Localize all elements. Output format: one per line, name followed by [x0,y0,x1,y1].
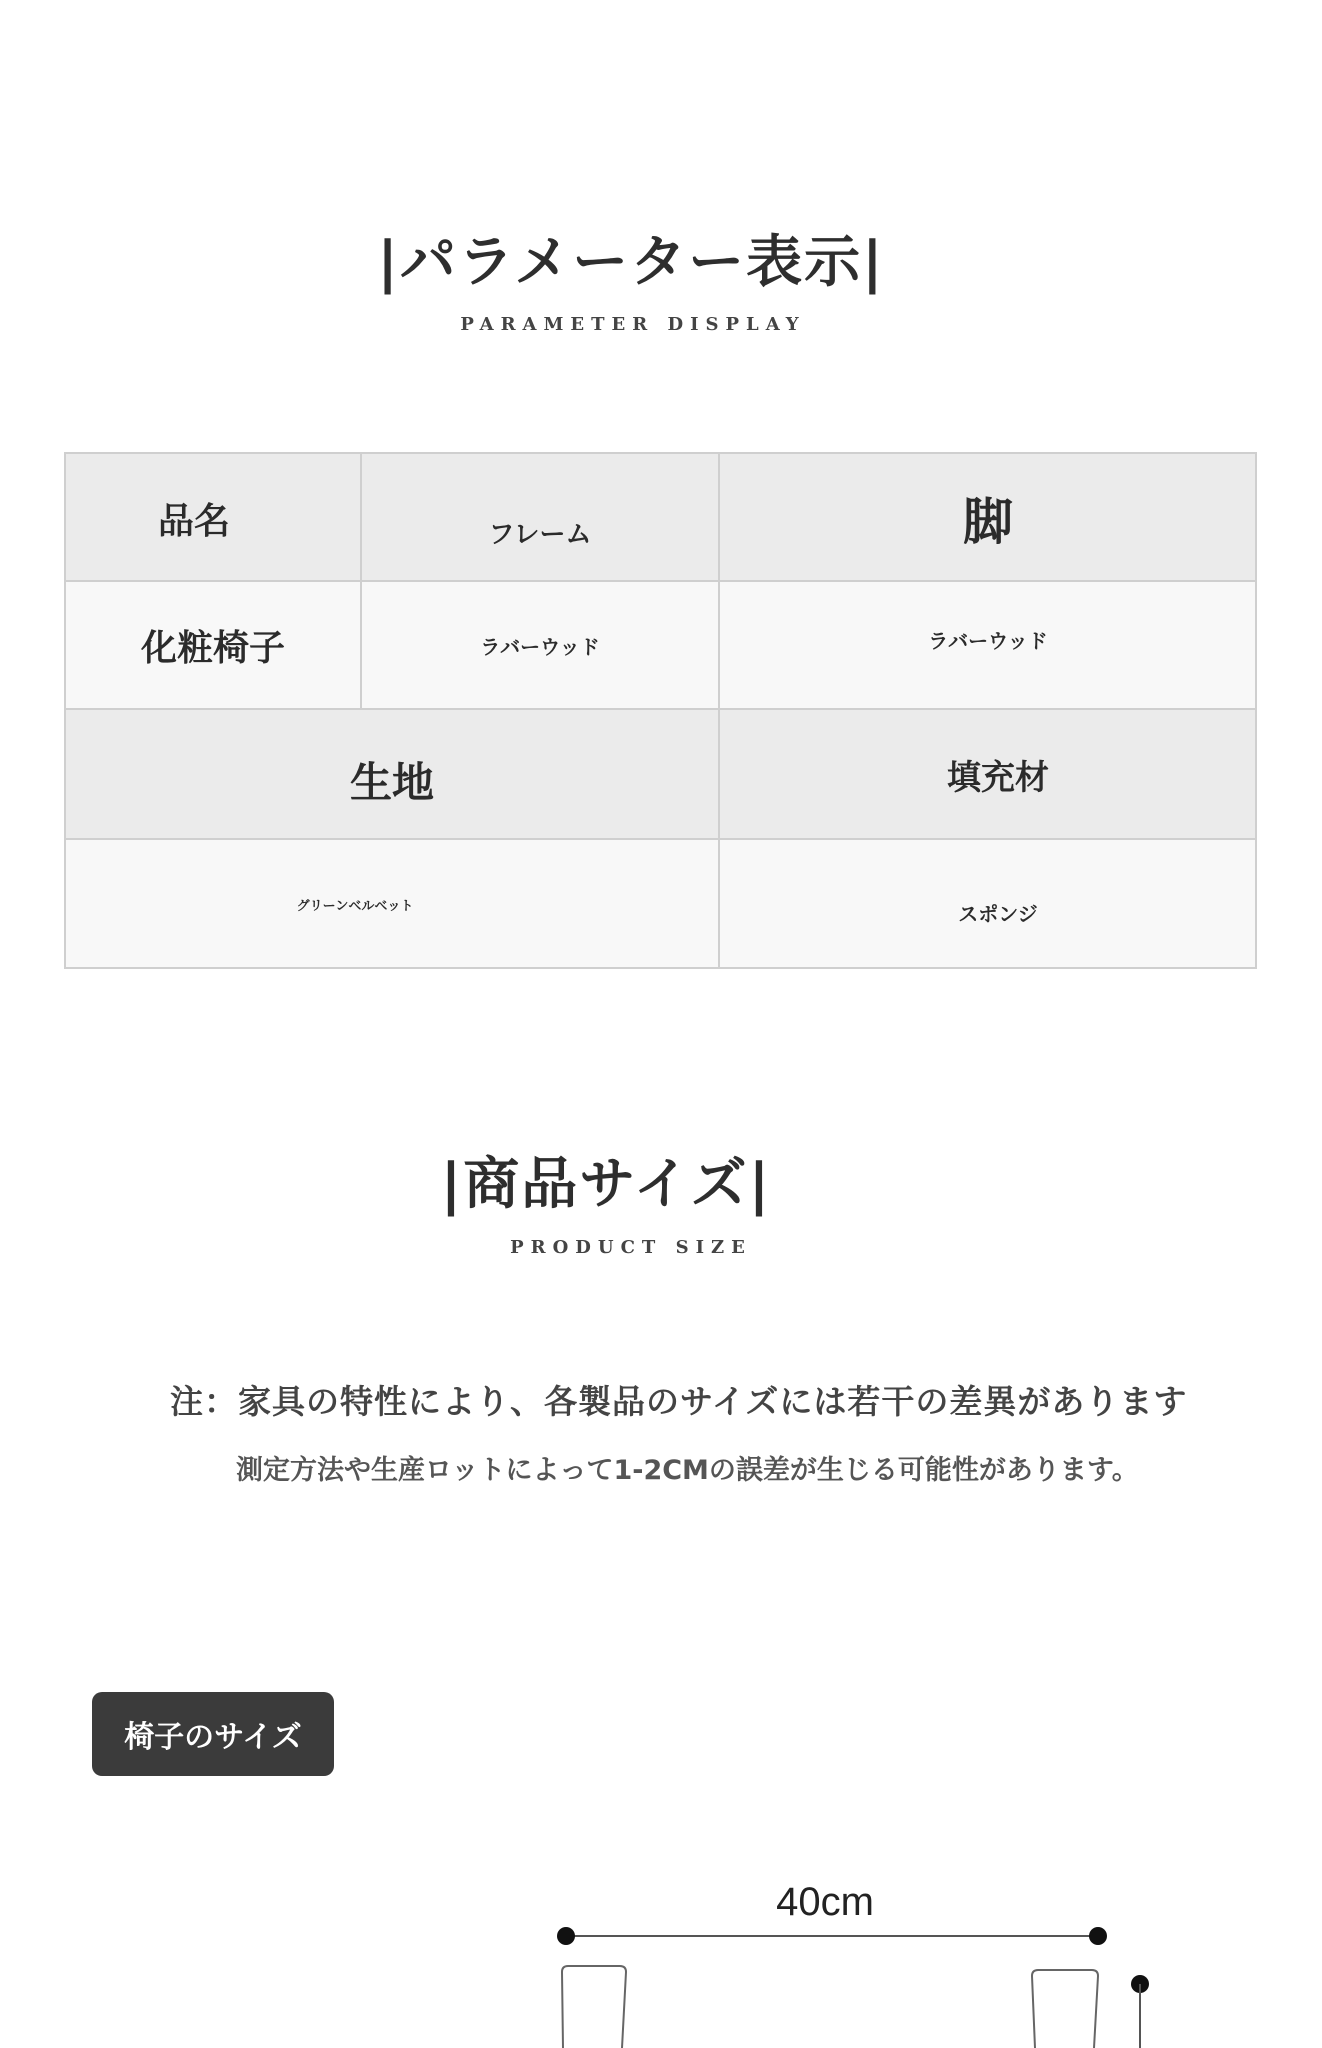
table-divider [66,838,1255,840]
chair-left-post-outline [562,1966,626,2048]
parameter-section-title: |パラメーター表示| [377,230,885,295]
value-product-name: 化粧椅子 [140,627,285,669]
chair-dimension-diagram [0,1860,1322,2048]
value-fabric: グリーンベルベット [296,898,414,914]
width-dimension-label: 40cm [776,1880,874,1924]
size-section-title: |商品サイズ| [440,1152,772,1217]
label-legs: 脚 [963,493,1013,551]
chair-size-badge: 椅子のサイズ [92,1692,334,1776]
dimension-endpoint [1089,1927,1107,1945]
size-note-line-2: 測定方法や生産ロットによって1-2CMの誤差が生じる可能性があります。 [236,1455,1139,1486]
table-divider [718,454,720,967]
label-product-name: 品名 [158,500,231,542]
table-divider [360,454,362,710]
parameter-table [64,452,1257,969]
label-frame: フレーム [488,519,592,550]
table-divider [66,580,1255,582]
label-fabric: 生地 [349,758,434,807]
size-note-line-1: 注：家具の特性により、各製品のサイズには若干の差異があります [170,1382,1188,1421]
dimension-endpoint [557,1927,575,1945]
parameter-section-subtitle: PARAMETER DISPLAY [460,314,806,335]
label-filling: 填充材 [947,757,1049,798]
value-filling: スポンジ [958,901,1038,926]
table-divider [66,708,1255,710]
chair-right-post-outline [1032,1970,1098,2048]
size-section-subtitle: PRODUCT SIZE [510,1237,752,1258]
value-legs: ラバーウッド [928,628,1048,653]
value-frame: ラバーウッド [480,634,600,659]
